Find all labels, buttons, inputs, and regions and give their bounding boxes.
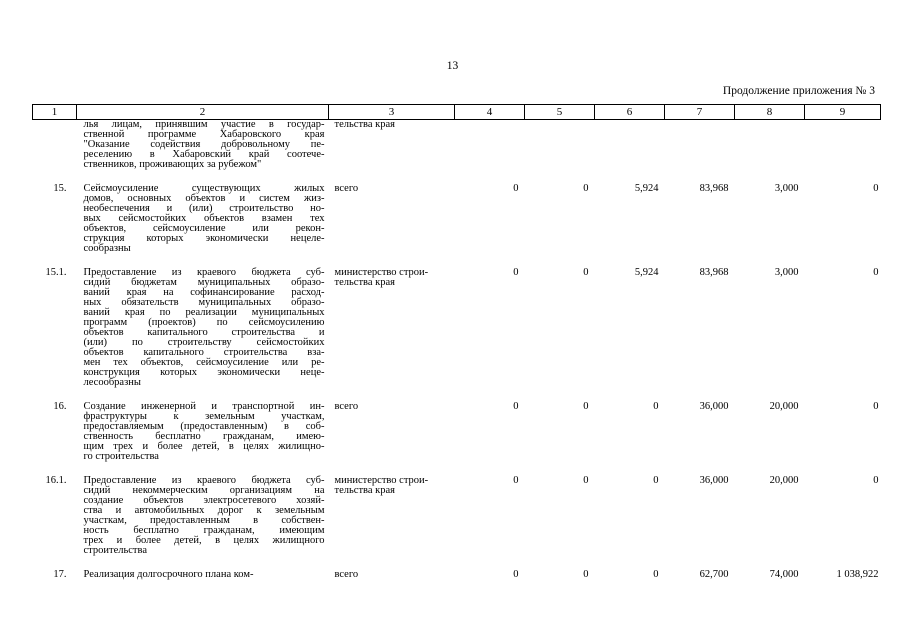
funding-value-v6: 0 [653, 569, 659, 580]
measure-name-line: ных обязательств муниципальных образо- [83, 297, 325, 308]
column-header: 5 [525, 105, 595, 120]
funding-value-v9: 0 [873, 401, 879, 412]
measure-name-line: Создание инженерной и транспортной ин- [83, 401, 325, 412]
row-number: 17. [53, 569, 67, 580]
measure-name-line: Реализация долгосрочного плана ком- [83, 569, 254, 580]
measure-name-line: сидий некоммерческим организациям на [83, 485, 325, 496]
measure-name-line: необеспечения и (или) строительство но- [83, 203, 325, 214]
measure-name-line: трех и более детей, в целях жилищного [83, 535, 325, 546]
measure-name-line: ственной программе Хабаровского края [83, 129, 325, 140]
measure-name-line: ственность бесплатно гражданам, имею- [83, 431, 325, 442]
measure-name-line: реселению в Хабаровский край соотече- [83, 149, 325, 160]
measure-name [77, 120, 329, 185]
table-row [33, 476, 881, 570]
funding-value-v7: 83,968 [699, 183, 729, 194]
measure-name-line: сообразны [83, 243, 131, 254]
table-row [33, 184, 881, 268]
measure-name-line: мен тех объектов, сейсмоусиление или ре- [83, 357, 325, 368]
funding-value-v5: 0 [583, 183, 589, 194]
funding-value-v8: 3,000 [774, 267, 799, 278]
funding-value-v5 [525, 120, 595, 185]
table-row [33, 570, 881, 594]
executor: тельства края [334, 119, 395, 130]
measure-name-line: конструкция которых экономически неце- [83, 367, 325, 378]
measure-name-line: Сейсмоусиление существующих жилых [83, 183, 325, 194]
column-header: 4 [455, 105, 525, 120]
measure-name-line: "Оказание содействия добровольному пе- [83, 139, 325, 150]
measure-name-line: создание объектов электросетевого хозяй- [83, 495, 325, 506]
measure-name-line: лесообразны [83, 377, 141, 388]
measure-name-line: фраструктуры к земельным участкам, [83, 411, 325, 422]
funding-value-v4: 0 [513, 569, 519, 580]
measure-name-line: лья лицам, принявшим участие в государ- [83, 119, 325, 130]
measure-name-line: ваний края на софинансирование расход- [83, 287, 325, 298]
column-header: 7 [665, 105, 735, 120]
row-number: 15. [53, 183, 67, 194]
row-number: 16.1. [45, 475, 67, 486]
measure-name-line: сидий бюджетам муниципальных образо- [83, 277, 325, 288]
column-header: 8 [735, 105, 805, 120]
executor: министерство строи- тельства края [334, 475, 429, 496]
funding-value-v9: 0 [873, 183, 879, 194]
funding-value-v6: 0 [653, 475, 659, 486]
table-row [33, 120, 881, 185]
funding-value-v9: 1 038,922 [836, 569, 879, 580]
measure-name [77, 402, 329, 476]
funding-value-v4: 0 [513, 401, 519, 412]
row-number: 16. [53, 401, 67, 412]
measure-name-line: программ (проектов) по сейсмоусилению [83, 317, 325, 328]
funding-value-v7: 36,000 [699, 401, 729, 412]
measure-name [77, 184, 329, 268]
measure-name-line: ственников, проживающих за рубежом" [83, 159, 262, 170]
funding-value-v8: 20,000 [769, 401, 799, 412]
measure-name-line: Предоставление из краевого бюджета суб- [83, 267, 325, 278]
column-header: 1 [33, 105, 77, 120]
table-header-row [33, 105, 881, 120]
funding-value-v6 [595, 120, 665, 185]
measure-name-line: струкция которых экономически нецеле- [83, 233, 325, 244]
measure-name-line: участкам, предоставленным в собствен- [83, 515, 325, 526]
table-body [33, 120, 881, 595]
funding-value-v8 [735, 120, 805, 185]
measure-name-line: вых сейсмостойких объектов взамен тех [83, 213, 325, 224]
funding-value-v7: 83,968 [699, 267, 729, 278]
funding-value-v7 [665, 120, 735, 185]
executor: всего [334, 183, 359, 194]
funding-value-v4: 0 [513, 183, 519, 194]
funding-value-v5: 0 [583, 267, 589, 278]
measure-name-line: объектов капитального строительства вза- [83, 347, 325, 358]
measure-name-line: щим трех и более детей, в целях жилищно- [83, 441, 325, 452]
measure-name-line: предоставляемым (предоставленным) в соб- [83, 421, 325, 432]
executor: всего [334, 569, 359, 580]
measure-name-line: объектов капитального строительства и [83, 327, 325, 338]
funding-value-v5: 0 [583, 401, 589, 412]
column-header: 3 [329, 105, 455, 120]
funding-value-v8: 3,000 [774, 183, 799, 194]
measure-name-line: ства и автомобильных дорог к земельным [83, 505, 325, 516]
appendix-table [32, 104, 881, 594]
funding-value-v6: 5,924 [634, 267, 659, 278]
row-number: 15.1. [45, 267, 67, 278]
measure-name-line: объектов, сейсмоусиление или рекон- [83, 223, 325, 234]
measure-name [77, 476, 329, 570]
appendix-continuation-label: Продолжение приложения № 3 [722, 85, 875, 97]
measure-name-line: (или) по строительству сейсмостойких [83, 337, 325, 348]
column-header: 9 [805, 105, 881, 120]
measure-name [77, 268, 329, 402]
funding-value-v5: 0 [583, 569, 589, 580]
measure-name-line: ность бесплатно гражданам, имеющим [83, 525, 325, 536]
column-header: 2 [77, 105, 329, 120]
row-number [33, 120, 77, 185]
funding-value-v4: 0 [513, 475, 519, 486]
measure-name [77, 570, 329, 594]
table-row [33, 268, 881, 402]
page-number: 13 [446, 60, 459, 72]
funding-value-v6: 0 [653, 401, 659, 412]
funding-value-v4: 0 [513, 267, 519, 278]
column-header: 6 [595, 105, 665, 120]
measure-name-line: строительства [83, 545, 148, 556]
funding-value-v8: 74,000 [769, 569, 799, 580]
measure-name-line: ваний края по реализации муниципальных [83, 307, 325, 318]
funding-value-v9: 0 [873, 475, 879, 486]
measure-name-line: домов, основных объектов и систем жиз- [83, 193, 325, 204]
funding-value-v7: 62,700 [699, 569, 729, 580]
funding-value-v7: 36,000 [699, 475, 729, 486]
funding-value-v6: 5,924 [634, 183, 659, 194]
table-row [33, 402, 881, 476]
funding-value-v4 [455, 120, 525, 185]
funding-value-v9: 0 [873, 267, 879, 278]
executor: министерство строи- тельства края [334, 267, 429, 288]
funding-value-v8: 20,000 [769, 475, 799, 486]
executor: всего [334, 401, 359, 412]
funding-value-v5: 0 [583, 475, 589, 486]
funding-value-v9 [805, 120, 881, 185]
measure-name-line: го строительства [83, 451, 159, 462]
measure-name-line: Предоставление из краевого бюджета суб- [83, 475, 325, 486]
